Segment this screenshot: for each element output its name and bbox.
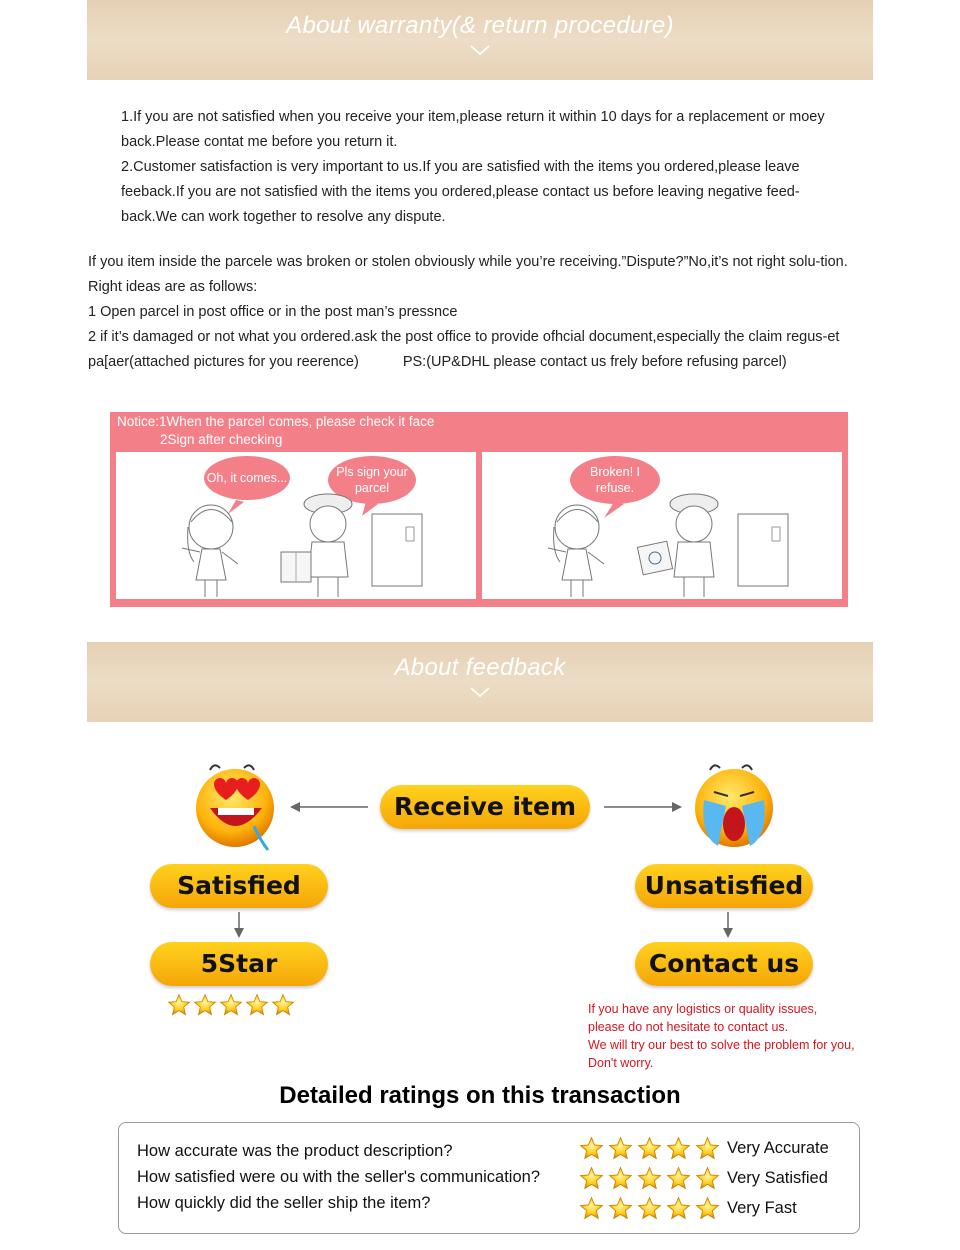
- star-icon: [666, 1196, 691, 1221]
- crying-emoji-icon: [690, 756, 780, 856]
- warranty-title: About warranty(& return procedure): [286, 12, 674, 39]
- rating-stars: [579, 1166, 720, 1196]
- contact-note: [588, 1000, 855, 1072]
- notice-panel: [110, 412, 848, 607]
- rating-label: Very Satisfied: [727, 1169, 828, 1187]
- ratings-box: [118, 1122, 860, 1234]
- rating-stars: [579, 1196, 720, 1226]
- warranty-paragraph-1: 1.If you are not satisfied when you receive your item,please return it within 10 days for a replacement or moey back.Please contat me before you return it.: [121, 109, 825, 150]
- step-2-body: 2 if it’s damaged or not what you ordered.ask the post office to provide ofhcial document,especially the claim regus-et pa[aer(attached pictures for you reerence): [88, 329, 840, 370]
- step-1-text: 1 Open parcel in post office or in the post man’s pressnce: [88, 304, 458, 320]
- dispute-paragraph: If you item inside the parcele was broken or stolen obviously while you’re receiving.”Dispute?”No,it’s not right solu-tion. Right ideas are as follows:: [88, 254, 848, 295]
- heart-eyes-emoji-icon: [192, 756, 282, 856]
- refuse-illustration: [482, 452, 842, 599]
- ps-note: PS:(UP&DHL please contact us frely before refusing parcel): [402, 354, 787, 370]
- star-icon: [219, 993, 243, 1017]
- star-icon: [579, 1166, 604, 1191]
- rating-stars: [579, 1136, 720, 1166]
- notice-line-2: 2Sign after checking: [160, 432, 283, 447]
- rating-label: Very Accurate: [727, 1139, 829, 1157]
- chevron-down-icon: [469, 686, 491, 698]
- star-icon: [695, 1196, 720, 1221]
- rating-question: How accurate was the product description?: [137, 1142, 453, 1160]
- chevron-down-icon: [469, 44, 491, 56]
- five-star-pill: 5Star: [150, 942, 328, 986]
- contact-note-line: Don't worry.: [588, 1056, 654, 1070]
- five-star-rating: [167, 993, 295, 1022]
- star-icon: [695, 1166, 720, 1191]
- star-icon: [608, 1166, 633, 1191]
- rating-question: How satisfied were ou with the seller's communication?: [137, 1168, 540, 1186]
- ratings-heading: Detailed ratings on this transaction: [279, 1082, 681, 1109]
- speech-bubble-1: Oh, it comes...: [204, 456, 290, 500]
- step-2-text: [88, 325, 872, 375]
- receive-illustration: [116, 452, 476, 599]
- contact-note-line: If you have any logistics or quality issues,: [588, 1002, 818, 1016]
- star-icon: [193, 993, 217, 1017]
- arrow-left-icon: [290, 800, 370, 814]
- rating-question: How quickly did the seller ship the item?: [137, 1194, 431, 1212]
- star-icon: [608, 1196, 633, 1221]
- star-icon: [637, 1136, 662, 1161]
- star-icon: [637, 1196, 662, 1221]
- star-icon: [167, 993, 191, 1017]
- speech-bubble-2: Pls sign your parcel: [328, 456, 416, 504]
- star-icon: [271, 993, 295, 1017]
- star-icon: [245, 993, 269, 1017]
- arrow-right-icon: [602, 800, 682, 814]
- satisfied-pill: Satisfied: [150, 864, 328, 908]
- star-icon: [695, 1136, 720, 1161]
- contact-note-line: We will try our best to solve the problem for you,: [588, 1038, 855, 1052]
- star-icon: [637, 1166, 662, 1191]
- star-icon: [608, 1136, 633, 1161]
- star-icon: [579, 1196, 604, 1221]
- warranty-banner: [87, 0, 873, 80]
- star-icon: [666, 1166, 691, 1191]
- feedback-banner: [87, 642, 873, 722]
- arrow-down-icon: [233, 912, 245, 938]
- speech-bubble-3: Broken! I refuse.: [570, 456, 660, 504]
- contact-note-line: please do not hesitate to contact us.: [588, 1020, 789, 1034]
- unsatisfied-pill: Unsatisfied: [635, 864, 813, 908]
- arrow-down-icon: [722, 912, 734, 938]
- star-icon: [666, 1136, 691, 1161]
- feedback-title: About feedback: [394, 654, 566, 681]
- warranty-paragraph-2: 2.Customer satisfaction is very important to us.If you are satisfied with the items you ordered,please leave feeback.If you are not satisfied with the items you ordered,please contact us before leaving negative feed-back.We can work together to resolve any dispute.: [121, 159, 800, 225]
- rating-label: Very Fast: [727, 1199, 797, 1217]
- notice-line-1: Notice:1When the parcel comes, please check it face: [117, 414, 435, 429]
- illustration-refuse: [482, 452, 842, 599]
- star-icon: [579, 1136, 604, 1161]
- contact-us-pill[interactable]: Contact us: [635, 942, 813, 986]
- receive-item-pill: Receive item: [380, 785, 590, 829]
- illustration-receive: [116, 452, 476, 599]
